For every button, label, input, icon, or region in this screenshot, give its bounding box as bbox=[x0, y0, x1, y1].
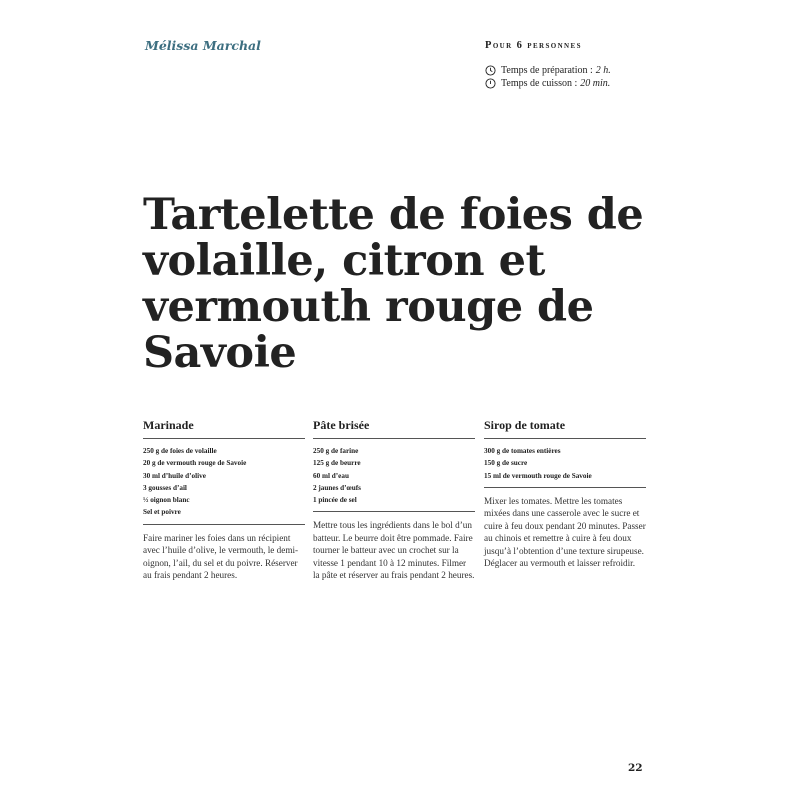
ingredient-list bbox=[484, 445, 646, 488]
recipe-title: Tartelette de foies de volaille, citron et vermouth rouge de Savoie bbox=[143, 190, 644, 378]
servings-label: Pour 6 personnes bbox=[485, 40, 582, 51]
instructions-text: Mixer les tomates. Mettre les tomates mixées dans une casserole avec le sucre et cuire à feu doux pendant 20 minutes. Passer au chinois et remettre à cuire à feu doux jusqu’à l’obtention d’une texture sirupeuse. Déglacer au vermouth et laisser refroidir. bbox=[484, 495, 646, 568]
author-name: Mélissa Marchal bbox=[145, 38, 261, 53]
ingredient-item: 150 g de sucre bbox=[484, 459, 528, 468]
page-number: 22 bbox=[628, 762, 643, 774]
ingredient-item: 250 g de foies de volaille bbox=[143, 447, 217, 455]
cook-time-row bbox=[485, 77, 611, 90]
section-heading: Sirop de tomate bbox=[484, 418, 646, 439]
ingredient-item: 125 g de beurre bbox=[313, 459, 361, 468]
ingredient-list bbox=[143, 445, 305, 525]
prep-time-row bbox=[485, 64, 611, 77]
ingredient-item: Sel et poivre bbox=[143, 508, 181, 517]
ingredient-item: 2 jaunes d’œufs bbox=[313, 483, 361, 492]
ingredient-item: 3 gousses d’ail bbox=[143, 483, 187, 492]
recipe-times bbox=[485, 64, 611, 90]
ingredient-item: ½ oignon blanc bbox=[143, 496, 190, 505]
cook-time-value: 20 min. bbox=[580, 78, 611, 89]
prep-time-label: Temps de préparation : bbox=[501, 65, 593, 76]
instructions-text: Faire mariner les foies dans un récipient avec l’huile d’olive, le vermouth, le demi-oignon, l’ail, du sel et du poivre. Réserver au frais pendant 2 heures. bbox=[143, 532, 299, 580]
prep-time-value: 2 h. bbox=[595, 65, 611, 76]
clock-icon bbox=[485, 78, 496, 89]
cook-time-label: Temps de cuisson : bbox=[501, 78, 578, 89]
ingredient-item: 15 ml de vermouth rouge de Savoie bbox=[484, 471, 592, 480]
ingredient-list bbox=[313, 445, 475, 512]
ingredient-item: 300 g de tomates entières bbox=[484, 447, 561, 455]
ingredient-item: 30 ml d’huile d’olive bbox=[143, 471, 206, 480]
section-sirop-de-tomate bbox=[484, 418, 646, 569]
section-pate-brisee bbox=[313, 418, 475, 582]
ingredient-item: 250 g de farine bbox=[313, 447, 359, 455]
ingredient-item: 20 g de vermouth rouge de Savoie bbox=[143, 459, 247, 468]
section-heading: Pâte brisée bbox=[313, 418, 475, 439]
ingredient-item: 60 ml d’eau bbox=[313, 471, 349, 480]
section-heading: Marinade bbox=[143, 418, 305, 439]
clock-icon bbox=[485, 65, 496, 76]
ingredient-item: 1 pincée de sel bbox=[313, 496, 357, 505]
instructions-text: Mettre tous les ingrédients dans le bol d’un batteur. Le beurre doit être pommade. Faire tourner le batteur avec un crochet sur la vitesse 1 pendant 10 à 12 minutes. Filmer la pâte et réserver au frais pendant 2 heures. bbox=[313, 520, 475, 581]
section-marinade bbox=[143, 418, 305, 581]
